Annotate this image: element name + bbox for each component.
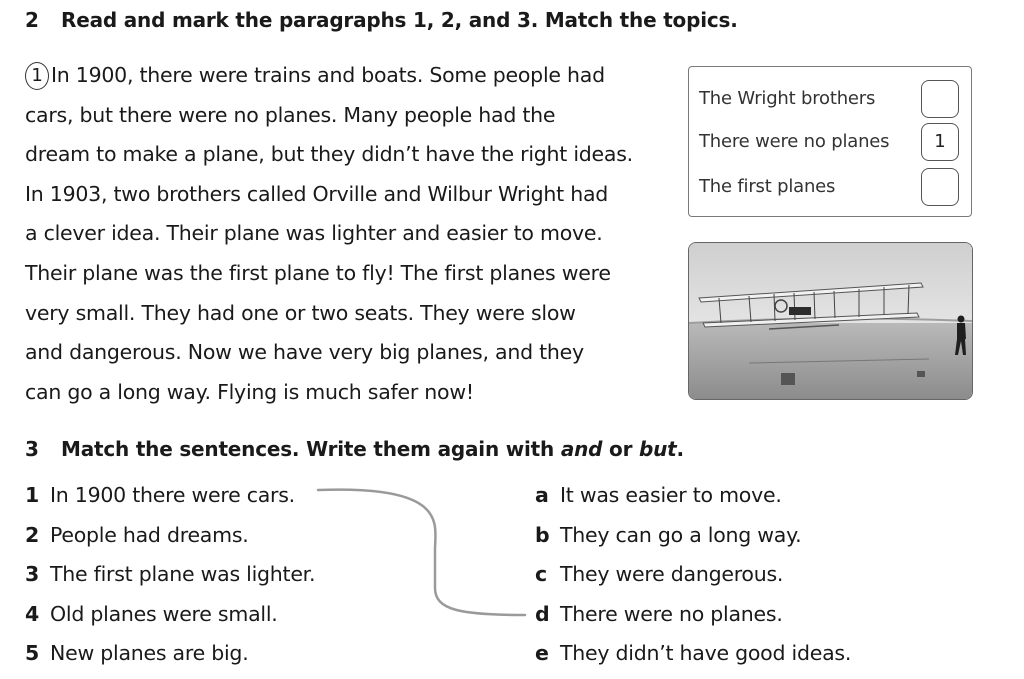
list-item[interactable]: 3 The first plane was lighter. bbox=[25, 562, 316, 587]
paragraph-marker: 1 bbox=[25, 62, 49, 90]
list-item[interactable]: 1 In 1900 there were cars. bbox=[25, 483, 295, 507]
wright-flyer-photo bbox=[688, 242, 973, 400]
left-sentences bbox=[25, 481, 315, 679]
list-item[interactable]: a It was easier to move. bbox=[535, 483, 782, 507]
topic-row bbox=[699, 80, 959, 118]
paragraph-line: cars, but there were no planes. Many people had the bbox=[25, 102, 556, 127]
word-or: or bbox=[602, 437, 640, 461]
matching-line bbox=[300, 480, 540, 620]
list-item[interactable]: c They were dangerous. bbox=[535, 562, 784, 587]
topics-box bbox=[688, 66, 972, 217]
topic-label: The first planes bbox=[699, 176, 836, 197]
instruction-period: . bbox=[676, 437, 684, 461]
paragraph-line: dream to make a plane, but they didn’t have the right ideas. bbox=[25, 142, 633, 167]
word-but: but bbox=[639, 437, 677, 461]
paragraph-line: 1 In 1900, there were trains and boats. Some people had bbox=[25, 56, 685, 96]
list-item[interactable]: b They can go a long way. bbox=[535, 522, 802, 547]
exercise-instruction: Match the sentences. Write them again with bbox=[61, 437, 561, 461]
list-item[interactable]: e They didn’t have good ideas. bbox=[535, 641, 852, 666]
right-sentences bbox=[535, 481, 851, 679]
topic-answer-box[interactable] bbox=[921, 80, 959, 118]
list-item[interactable]: 2 People had dreams. bbox=[25, 522, 249, 547]
exercise-instruction: Read and mark the paragraphs 1, 2, and 3. Match the topics. bbox=[61, 8, 738, 32]
paragraph-line: Their plane was the first plane to fly! The first planes were bbox=[25, 260, 611, 285]
topic-row bbox=[699, 123, 959, 161]
list-item[interactable]: 5 New planes are big. bbox=[25, 641, 249, 666]
paragraph-line: can go a long way. Flying is much safer now! bbox=[25, 379, 474, 404]
topic-label: The Wright brothers bbox=[699, 88, 876, 109]
topic-answer-box[interactable]: 1 bbox=[921, 123, 959, 161]
list-item[interactable]: 4 Old planes were small. bbox=[25, 601, 278, 626]
reading-paragraph bbox=[25, 56, 685, 412]
topic-row bbox=[699, 168, 959, 206]
exercise-number: 2 bbox=[25, 8, 39, 32]
paragraph-line: very small. They had one or two seats. They were slow bbox=[25, 300, 576, 325]
exercise-number: 3 bbox=[25, 437, 39, 461]
topic-answer-box[interactable] bbox=[921, 168, 959, 206]
paragraph-line: and dangerous. Now we have very big planes, and they bbox=[25, 340, 584, 365]
exercise-3-heading bbox=[25, 437, 684, 461]
paragraph-line: a clever idea. Their plane was lighter and easier to move. bbox=[25, 221, 603, 246]
topic-label: There were no planes bbox=[699, 131, 890, 152]
word-and: and bbox=[560, 437, 603, 461]
plane-photo-illustration bbox=[689, 243, 972, 399]
exercise-2-heading bbox=[25, 8, 738, 32]
list-item[interactable]: d There were no planes. bbox=[535, 601, 783, 626]
paragraph-line: In 1903, two brothers called Orville and Wilbur Wright had bbox=[25, 181, 609, 206]
